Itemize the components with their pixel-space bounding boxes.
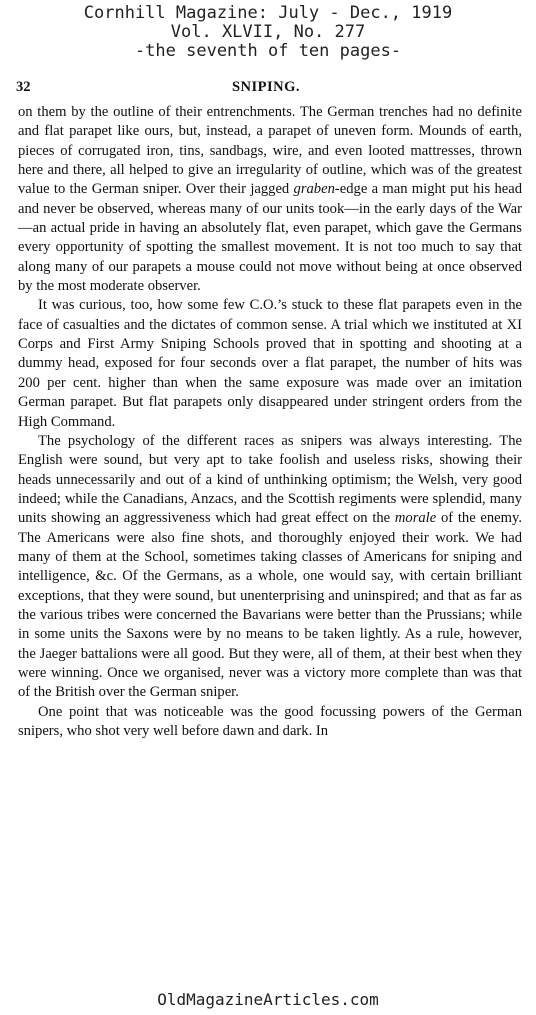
text-run: One point that was noticeable was the good focussing powers of the German snipers, who shot very well before dawn and dark. In [18, 703, 522, 739]
paragraph-2 [18, 296, 522, 431]
paragraph-3 [18, 432, 522, 703]
text-run: of the enemy. The Americans were also fine shots, and thoroughly enjoyed their work. We had many of them at the School, sometimes taking classes of Americans for sniping and intelligence, &c. Of the Germans, as a whole, one would say, with certain brilliant exceptions, that they were sound, but unenterprising and uninspired; and that as far as the various tribes were concerned the Bavarians were better than the Prussians; while in some units the Saxons were by no means to be taken lightly. As a rule, however, the Jaeger battalions were all good. But they were, all of them, at their best when they were winning. Once we organised, never was a victory more complete than was that of the British over the German sniper. [18, 510, 522, 701]
running-head [16, 79, 516, 99]
running-title: SNIPING. [231, 79, 301, 95]
text-run: It was curious, too, how some few C.O.’s stuck to these flat parapets even in the face of casualties and the dictates of common sense. A trial which we instituted at XI Corps and First Army Sniping Schools proved that in spotting and shooting at a dummy head, exposed for four seconds over a flat parapet, the number of hits was 200 per cent. higher than when the same exposure was made over an imitation German parapet. But flat parapets only disappeared under stringent orders from the High Command. [18, 297, 522, 430]
text-run: on them by the outline of their entrenchments. The German trenches had no definite and flat parapet like ours, but, instead, a parapet of uneven form. Mounds of earth, pieces of corrugated iron, tins, sandbags, wire, and even looted mattresses, thrown here and there, all helped to give an irregularity of outline, which was of the greatest value to the German sniper. Over their jagged [18, 104, 522, 198]
paragraph-4 [18, 703, 522, 742]
article-body [18, 103, 522, 741]
page-number: 32 [16, 79, 31, 95]
italic-term: graben [293, 181, 335, 198]
site-footer[interactable]: OldMagazineArticles.com [157, 990, 379, 1009]
header-line-volume: Vol. XLVII, No. 277 [170, 22, 366, 42]
header-line-magazine: Cornhill Magazine: July - Dec., 1919 [83, 3, 453, 23]
italic-term: morale [394, 510, 437, 527]
text-run: The psychology of the different races as snipers was always interesting. The English were sound, but very apt to take foolish and useless risks, showing their heads unnecessarily and out of a kind of unthinking optimism; the Welsh, very good indeed; while the Canadians, Anzacs, and the Scottish regiments were splendid, many units showing an aggressiveness which had great effect on the [18, 432, 522, 527]
header-line-page-of: -the seventh of ten pages- [134, 41, 402, 61]
page-header [0, 4, 536, 61]
text-run: -edge a man might put his head and never be observed, whereas many of our units took—in the early days of the War—an actual pride in having an absolutely flat, even parapet, which gave the Germans every opportunity of spotting the smallest movement. It is not too much to say that along many of our parapets a mouse could not move without being at once observed by the most moderate observer. [18, 181, 522, 295]
paragraph-1 [18, 103, 522, 296]
